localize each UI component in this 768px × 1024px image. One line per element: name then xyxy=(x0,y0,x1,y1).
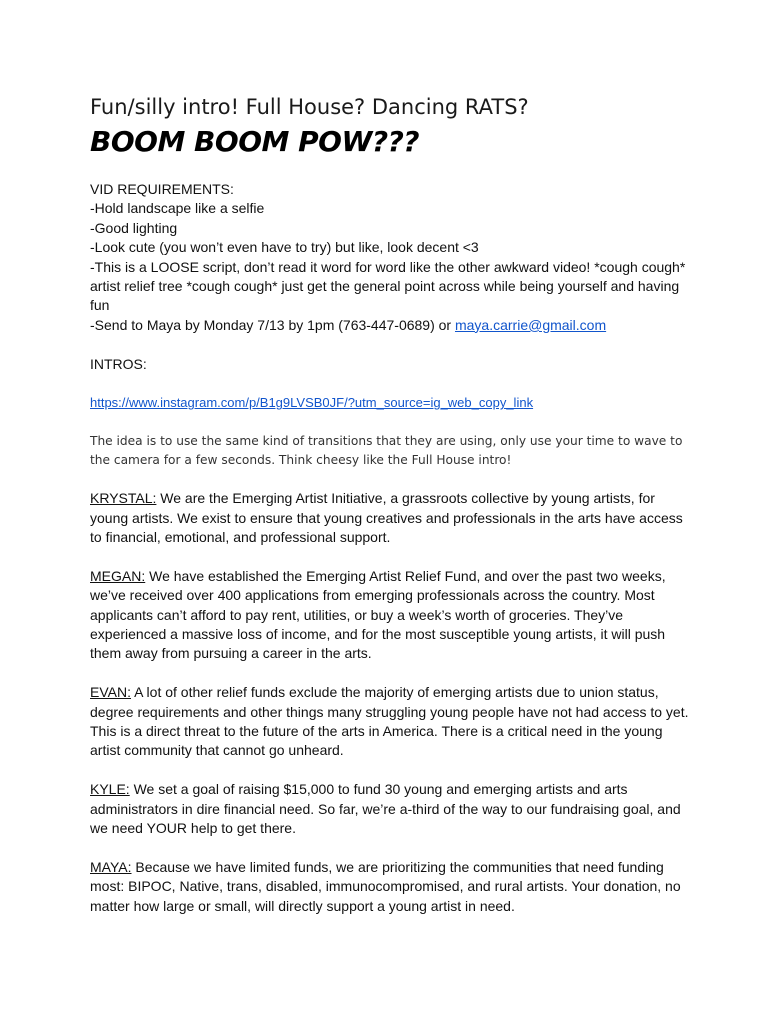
document-subtitle: Fun/silly intro! Full House? Dancing RATS? xyxy=(90,95,529,119)
script-paragraph-maya xyxy=(90,858,690,916)
requirement-item: -Look cute (you won’t even have to try) but like, look decent <3 xyxy=(90,239,479,256)
send-text: -Send to Maya by Monday 7/13 by 1pm (763-447-0689) or xyxy=(90,316,455,333)
intros-heading: INTROS: xyxy=(90,355,147,372)
speaker-line: We set a goal of raising $15,000 to fund 30 young and emerging artists and arts administrators in dire financial need. So far, we’re a-third of the way to our fundraising goal, and we need YOUR help to get there. xyxy=(90,781,681,837)
requirement-item: -Hold landscape like a selfie xyxy=(90,200,265,217)
instagram-link-line xyxy=(90,393,690,412)
speaker-name: EVAN: xyxy=(90,684,131,701)
speaker-line: We have established the Emerging Artist Relief Fund, and over the past two weeks, we’ve received over 400 applications from emerging professionals across the country. Most applicants can’t afford to pay rent, utilities, or buy a week’s worth of groceries. They’ve experienced a massive loss of income, and for the most susceptible young artists, it will push them away from pursuing a career in the arts. xyxy=(90,567,666,662)
speaker-name: KYLE: xyxy=(90,781,130,798)
instagram-link[interactable]: https://www.instagram.com/p/B1g9LVSB0JF/?utm_source=ig_web_copy_link xyxy=(90,395,534,411)
intros-note: The idea is to use the same kind of transitions that they are using, only use your time to wave to the camera for a few seconds. Think cheesy like the Full House intro! xyxy=(90,433,683,467)
send-instructions xyxy=(90,316,690,335)
requirements-heading: VID REQUIREMENTS: xyxy=(90,181,234,197)
requirements-section xyxy=(90,180,690,335)
speaker-line: A lot of other relief funds exclude the majority of emerging artists due to union status, degree requirements and other things many struggling young people have not had access to yet. This is a direct threat to the future of the arts in America. There is a critical need in the young artist community that cannot go unheard. xyxy=(90,684,689,759)
script-paragraph-evan xyxy=(90,683,690,761)
speaker-name: KRYSTAL: xyxy=(90,490,157,507)
document-title: BOOM BOOM POW??? xyxy=(90,125,420,158)
email-link[interactable]: maya.carrie@gmail.com xyxy=(454,316,607,333)
script-paragraph-krystal xyxy=(90,489,690,547)
script-paragraph-megan xyxy=(90,567,690,664)
speaker-name: MAYA: xyxy=(90,858,132,875)
speaker-line: Because we have limited funds, we are prioritizing the communities that need funding most: BIPOC, Native, trans, disabled, immunocompromised, and rural artists. Your donation, no matter how large or small, will directly support a young artist in need. xyxy=(90,858,681,914)
requirement-item: -Good lighting xyxy=(90,219,178,236)
intros-section xyxy=(90,355,690,470)
speaker-line: We are the Emerging Artist Initiative, a grassroots collective by young artists, for young artists. We exist to ensure that young creatives and professionals in the arts have access to financial, emotional, and professional support. xyxy=(90,490,683,546)
requirement-item: -This is a LOOSE script, don’t read it word for word like the other awkward video! *cough cough* artist relief tree *cough cough* just get the general point across while being yourself and having fun xyxy=(90,258,686,314)
speaker-name: MEGAN: xyxy=(90,567,146,584)
script-paragraph-kyle xyxy=(90,780,690,838)
document-page xyxy=(90,92,690,916)
